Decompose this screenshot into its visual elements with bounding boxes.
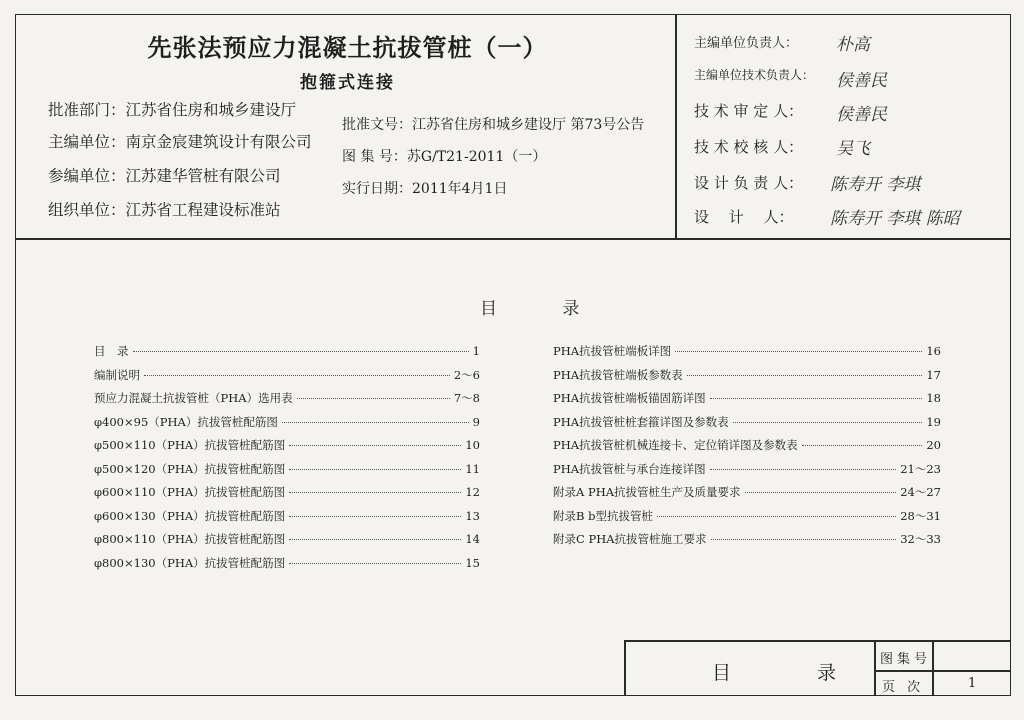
toc-entry xyxy=(553,367,941,383)
titleblock-label: 目 录 xyxy=(712,662,877,684)
toc-leader-dots xyxy=(675,351,922,352)
toc-leader-dots xyxy=(144,375,450,376)
header-divider xyxy=(675,14,677,239)
toc-entry xyxy=(553,390,941,406)
toc-entry-page: 14 xyxy=(465,532,480,546)
approval-doc-no: 批准文号：江苏省住房和城乡建设厅 第73号公告 xyxy=(342,117,645,133)
toc-entry-label: φ500×110（PHA）抗拔管桩配筋图 xyxy=(94,438,286,452)
titleblock-page-label: 页 次 xyxy=(882,680,925,695)
toc-entry xyxy=(553,414,941,430)
toc-entry xyxy=(553,461,941,477)
toc-leader-dots xyxy=(289,563,461,564)
titleblock-top-line xyxy=(624,640,1011,642)
toc-leader-dots xyxy=(289,492,461,493)
toc-entry-label: PHA抗拔管桩端板参数表 xyxy=(553,367,683,382)
toc-entry-label: φ800×130（PHA）抗拔管桩配筋图 xyxy=(94,555,286,570)
toc-entry xyxy=(94,414,480,430)
toc-entry-page: 11 xyxy=(465,461,480,476)
role-design-lead: 设 计 负 责 人： xyxy=(694,174,804,192)
role-tech-approver: 技 术 审 定 人： xyxy=(694,102,804,120)
toc-entry xyxy=(553,437,941,453)
toc-entry xyxy=(94,531,480,547)
toc-leader-dots xyxy=(710,469,897,470)
toc-entry-label: 预应力混凝土抗拔管桩（PHA）选用表 xyxy=(94,391,293,405)
toc-entry-label: PHA抗拔管桩与承台连接详图 xyxy=(553,461,706,476)
toc-leader-dots xyxy=(282,422,469,423)
toc-entry xyxy=(94,343,480,359)
toc-entry-label: PHA抗拔管桩桩套箍详图及参数表 xyxy=(553,414,729,429)
toc-leader-dots xyxy=(133,351,469,352)
signature-tech-approver: 侯善民 xyxy=(836,105,887,125)
toc-leader-dots xyxy=(289,469,461,470)
role-designer: 设 计 人： xyxy=(694,208,794,226)
toc-entry xyxy=(94,390,480,406)
toc-leader-dots xyxy=(802,445,923,446)
toc-entry-page: 12 xyxy=(465,485,480,499)
signature-tech-checker: 吴飞 xyxy=(836,139,870,159)
header-bottom-line xyxy=(15,238,1011,240)
toc-leader-dots xyxy=(745,492,897,493)
toc-entry-label: 附录C PHA抗拔管桩施工要求 xyxy=(553,532,707,546)
signature-chief-unit-head: 朴高 xyxy=(836,35,870,55)
toc-leader-dots xyxy=(733,422,923,423)
toc-entry-label: 附录B b型抗拔管桩 xyxy=(553,508,653,523)
toc-entry-label: 编制说明 xyxy=(94,367,140,382)
toc-entry-page: 2～6 xyxy=(453,367,480,382)
titleblock-page-value: 1 xyxy=(968,676,981,691)
toc-entry-page: 15 xyxy=(465,555,480,570)
toc-entry-label: φ400×95（PHA）抗拔管桩配筋图 xyxy=(94,414,278,429)
toc-entry xyxy=(94,437,480,453)
toc-entry xyxy=(553,484,941,500)
approval-dept: 批准部门：江苏省住房和城乡建设厅 xyxy=(48,101,297,119)
toc-entry-label: PHA抗拔管桩机械连接卡、定位销详图及参数表 xyxy=(553,438,798,452)
page-title: 先张法预应力混凝土抗拔管桩（一） xyxy=(147,34,548,62)
toc-entry-label: 附录A PHA抗拔管桩生产及质量要求 xyxy=(553,485,741,499)
toc-entry xyxy=(94,461,480,477)
toc-entry-label: PHA抗拔管桩端板详图 xyxy=(553,344,672,358)
toc-entry xyxy=(94,367,480,383)
toc-entry-page: 1 xyxy=(472,344,480,358)
toc-entry xyxy=(553,508,941,524)
atlas-no: 图 集 号：苏G/T21-2011（一） xyxy=(342,149,547,165)
chief-editor-unit: 主编单位：南京金宸建筑设计有限公司 xyxy=(48,133,312,151)
toc-entry-label: PHA抗拔管桩端板锚固筋详图 xyxy=(553,391,706,405)
toc-entry-label: φ500×120（PHA）抗拔管桩配筋图 xyxy=(94,461,286,476)
toc-leader-dots xyxy=(289,539,461,540)
toc-entry-label: φ600×130（PHA）抗拔管桩配筋图 xyxy=(94,508,286,523)
toc-entry-page: 24～27 xyxy=(900,485,941,499)
toc-entry xyxy=(553,343,941,359)
toc-entry xyxy=(94,555,480,571)
toc-entry-page: 17 xyxy=(926,367,941,382)
toc-entry-label: φ600×110（PHA）抗拔管桩配筋图 xyxy=(94,485,286,499)
signature-designer: 陈寿开 李琪 陈昭 xyxy=(830,209,960,229)
signature-chief-tech-head: 侯善民 xyxy=(836,71,887,91)
role-chief-unit-head: 主编单位负责人： xyxy=(694,36,799,51)
effective-date: 实行日期：2011年4月1日 xyxy=(342,181,508,197)
toc-entry-page: 7～8 xyxy=(453,391,480,405)
titleblock-row-line xyxy=(874,670,1011,672)
toc-leader-dots xyxy=(687,375,923,376)
toc-title: 目 录 xyxy=(480,299,610,319)
titleblock-left-line xyxy=(624,640,626,696)
toc-leader-dots xyxy=(711,539,897,540)
toc-entry-page: 10 xyxy=(465,438,480,452)
role-tech-checker: 技 术 校 核 人： xyxy=(694,138,804,156)
role-chief-tech-head: 主编单位技术负责人： xyxy=(694,68,815,82)
toc-entry-page: 9 xyxy=(472,414,480,429)
toc-entry-page: 13 xyxy=(465,508,480,523)
participating-unit: 参编单位：江苏建华管桩有限公司 xyxy=(48,167,281,185)
toc-entry xyxy=(553,531,941,547)
organizing-unit: 组织单位：江苏省工程建设标准站 xyxy=(48,201,281,219)
toc-entry-label: 目 录 xyxy=(94,344,129,358)
toc-entry-page: 32～33 xyxy=(900,532,941,546)
toc-entry-page: 28～31 xyxy=(900,508,941,523)
titleblock-right-line xyxy=(932,640,934,696)
toc-entry-page: 21～23 xyxy=(900,461,941,476)
toc-entry xyxy=(94,508,480,524)
toc-entry-label: φ800×110（PHA）抗拔管桩配筋图 xyxy=(94,532,286,546)
toc-entry xyxy=(94,484,480,500)
toc-entry-page: 18 xyxy=(926,391,941,405)
titleblock-atlas-no-label: 图集号 xyxy=(880,652,932,667)
signature-design-lead: 陈寿开 李琪 xyxy=(830,175,921,195)
page-subtitle: 抱箍式连接 xyxy=(300,73,395,93)
toc-leader-dots xyxy=(289,516,461,517)
toc-leader-dots xyxy=(289,445,461,446)
toc-leader-dots xyxy=(297,398,450,399)
toc-leader-dots xyxy=(710,398,923,399)
toc-entry-page: 19 xyxy=(926,414,941,429)
toc-entry-page: 20 xyxy=(926,438,941,452)
toc-entry-page: 16 xyxy=(926,344,941,358)
toc-leader-dots xyxy=(657,516,896,517)
